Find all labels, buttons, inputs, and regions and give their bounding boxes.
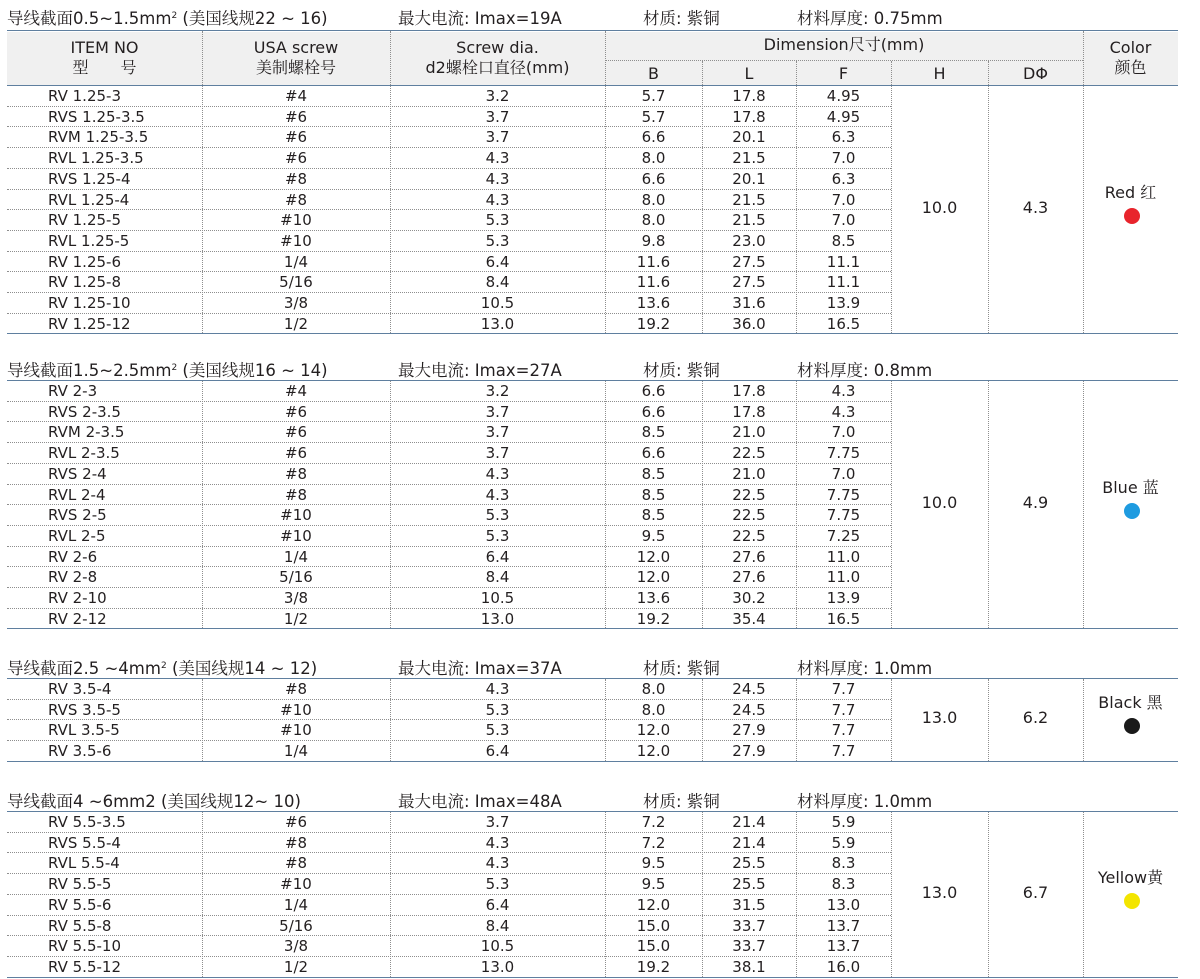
table-cell: 13.7 (826, 937, 861, 956)
table-cell: #10 (280, 875, 312, 894)
header-subcol-divider (891, 61, 892, 85)
item-no-cell: RV 2-12 (48, 609, 107, 628)
table-cell: 19.2 (636, 609, 671, 628)
section-cross-section: 导线截面$1.5\sim 2.5mm^2$ (美国线规16 ~ 14) (7, 361, 328, 380)
section-h-value: 13.0 (921, 708, 958, 728)
table-cell: 5.9 (831, 833, 856, 852)
table-cell: 3/8 (283, 937, 309, 956)
table-cell: 7.2 (641, 833, 666, 852)
table-cell: 36.0 (732, 314, 766, 333)
item-no-cell: RVL 2-4 (48, 485, 106, 504)
table-cell: 23.0 (732, 231, 766, 250)
table-cell: 6.3 (831, 169, 856, 188)
section-cross-section: 导线截面4 ~6mm2 (美国线规12~ 10) (7, 792, 301, 811)
table-cell: 13.0 (480, 957, 515, 976)
item-no-cell: RVL 5.5-4 (48, 854, 120, 873)
col-divider (1083, 812, 1084, 977)
table-cell: 7.75 (826, 444, 861, 463)
section-color-label: Red 红 (1104, 183, 1157, 203)
col-divider (202, 86, 203, 333)
col-divider (1083, 381, 1084, 628)
header-l: L (744, 64, 754, 83)
table-cell: 6.4 (485, 252, 510, 271)
header-usa-screw: USA screw (253, 38, 339, 57)
table-cell: 8.0 (641, 700, 666, 719)
table-cell: 8.5 (641, 464, 666, 483)
item-no-cell: RVL 2-3.5 (48, 444, 120, 463)
table-cell: 13.9 (826, 294, 861, 312)
item-no-cell: RVS 2-3.5 (48, 402, 121, 421)
section-h-value: 13.0 (921, 882, 958, 902)
table-cell: 6.6 (641, 382, 666, 400)
header-d: DΦ (1023, 64, 1048, 83)
item-no-cell: RVS 1.25-3.5 (48, 107, 145, 126)
col-divider (605, 679, 606, 761)
table-cell: 5.3 (485, 875, 510, 894)
header-subcol-divider (796, 61, 797, 85)
section-h-value: 10.0 (921, 493, 958, 513)
table-cell: 7.0 (831, 149, 856, 168)
item-no-cell: RVS 5.5-4 (48, 833, 121, 852)
table-cell: 4.3 (485, 680, 510, 698)
table-cell: 3/8 (283, 294, 309, 312)
table-cell: 6.4 (485, 895, 510, 914)
table-cell: 3.7 (485, 444, 510, 463)
table-cell: #6 (284, 402, 308, 421)
col-divider (390, 679, 391, 761)
table-cell: 11.1 (826, 273, 861, 292)
table-cell: #6 (284, 149, 308, 168)
table-cell: 27.9 (732, 721, 766, 740)
table-cell: 4.3 (485, 464, 510, 483)
header-item-no: ITEM NO (70, 38, 139, 57)
table-cell: 22.5 (732, 444, 766, 463)
table-cell: #10 (280, 700, 312, 719)
item-no-cell: RV 5.5-8 (48, 916, 112, 935)
col-divider (702, 679, 703, 761)
table-cell: 6.6 (641, 444, 666, 463)
table-cell: 4.3 (485, 149, 510, 168)
item-no-cell: RV 5.5-5 (48, 875, 112, 894)
section-title (0, 355, 1200, 379)
color-swatch-icon (1124, 208, 1140, 224)
table-cell: 31.5 (732, 895, 766, 914)
table-cell: 3.7 (485, 107, 510, 126)
table-cell: 16.5 (826, 314, 861, 333)
table-cell: 3.2 (485, 382, 510, 400)
table-cell: 8.5 (641, 485, 666, 504)
table-cell: 27.6 (732, 547, 766, 566)
table-cell: 1/2 (283, 609, 309, 628)
section-color-label: Black 黑 (1098, 693, 1163, 713)
table-cell: 13.0 (826, 895, 861, 914)
table-cell: 9.5 (641, 526, 666, 545)
item-no-cell: RVS 2-5 (48, 506, 107, 525)
item-no-cell: RV 5.5-6 (48, 895, 112, 914)
header-color: Color (1109, 38, 1152, 57)
table-cell: #4 (284, 382, 308, 400)
table-cell: 12.0 (636, 547, 671, 566)
table-cell: 5.3 (485, 231, 510, 250)
table-cell: 9.5 (641, 854, 666, 873)
table-cell: 13.0 (480, 609, 515, 628)
table-cell: 6.6 (641, 169, 666, 188)
table-cell: 1/2 (283, 957, 309, 976)
header-subcol-divider (988, 61, 989, 85)
table-cell: 20.1 (732, 169, 766, 188)
table-cell: 27.5 (732, 273, 766, 292)
table-cell: 3.7 (485, 423, 510, 442)
table-cell: 21.5 (732, 149, 766, 168)
header-h: H (933, 64, 946, 83)
table-cell: 13.7 (826, 916, 861, 935)
section-max-current: 最大电流: Imax=37A (398, 659, 562, 678)
table-cell: 7.7 (831, 680, 856, 698)
table-cell: 20.1 (732, 128, 766, 147)
section-thickness: 材料厚度: 1.0mm (797, 659, 933, 678)
table-cell: 8.0 (641, 680, 666, 698)
table-cell: 7.7 (831, 700, 856, 719)
item-no-cell: RVM 1.25-3.5 (48, 128, 149, 147)
col-divider (202, 812, 203, 977)
table-cell: #10 (280, 721, 312, 740)
table-cell: 3.7 (485, 402, 510, 421)
section-d-value: 6.7 (1022, 882, 1049, 902)
table-cell: 12.0 (636, 895, 671, 914)
item-no-cell: RV 1.25-5 (48, 211, 121, 230)
table-cell: 7.75 (826, 506, 861, 525)
table-cell: 1/4 (283, 895, 309, 914)
col-divider (390, 86, 391, 333)
item-no-cell: RV 2-6 (48, 547, 98, 566)
table-cell: 21.4 (732, 813, 766, 831)
table-cell: 7.0 (831, 464, 856, 483)
table-cell: 1/2 (283, 314, 309, 333)
table-cell: 1/4 (283, 252, 309, 271)
table-cell: 11.1 (826, 252, 861, 271)
table-cell: 7.2 (641, 813, 666, 831)
col-divider (605, 812, 606, 977)
table-cell: 7.0 (831, 423, 856, 442)
table-cell: 21.4 (732, 833, 766, 852)
table-cell: 10.5 (480, 589, 515, 607)
table-cell: 5.3 (485, 506, 510, 525)
col-divider (605, 381, 606, 628)
table-cell: #8 (284, 854, 308, 873)
table-cell: #8 (284, 169, 308, 188)
item-no-cell: RVL 1.25-4 (48, 190, 130, 209)
table-cell: 9.5 (641, 875, 666, 894)
section-d-value: 4.3 (1022, 198, 1049, 218)
table-cell: 5.3 (485, 211, 510, 230)
table-cell: 4.3 (485, 485, 510, 504)
table-cell: 19.2 (636, 957, 671, 976)
table-cell: 31.6 (732, 294, 766, 312)
table-cell: #8 (284, 833, 308, 852)
table-cell: 8.0 (641, 190, 666, 209)
item-no-cell: RV 3.5-6 (48, 742, 112, 761)
table-cell: 11.6 (636, 252, 671, 271)
table-cell: 22.5 (732, 506, 766, 525)
col-divider (605, 86, 606, 333)
table-cell: 7.25 (826, 526, 861, 545)
item-no-cell: RV 5.5-12 (48, 957, 121, 976)
table-cell: 7.7 (831, 721, 856, 740)
header-screw-dia: Screw dia. (456, 38, 539, 57)
table-cell: 21.0 (732, 464, 766, 483)
item-no-cell: RV 1.25-3 (48, 87, 121, 105)
table-cell: 10.5 (480, 294, 515, 312)
table-cell: 24.5 (732, 700, 766, 719)
table-cell: #6 (284, 423, 308, 442)
section-cross-section: 导线截面$0.5\sim 1.5mm^2$ (美国线规22 ~ 16) (7, 9, 328, 28)
section-title (0, 653, 1200, 677)
table-cell: 4.3 (831, 382, 856, 400)
section-max-current: 最大电流: Imax=48A (398, 792, 562, 811)
table-cell: 6.3 (831, 128, 856, 147)
table-cell: 7.75 (826, 485, 861, 504)
table-cell: 6.6 (641, 128, 666, 147)
item-no-cell: RV 1.25-6 (48, 252, 121, 271)
table-cell: #8 (284, 190, 308, 209)
item-no-cell: RVS 2-4 (48, 464, 107, 483)
col-divider (702, 86, 703, 333)
table-cell: 7.0 (831, 211, 856, 230)
table-cell: 4.3 (485, 190, 510, 209)
table-cell: 8.4 (485, 916, 510, 935)
table-cell: 21.5 (732, 211, 766, 230)
table-cell: 8.4 (485, 568, 510, 587)
table-cell: #10 (280, 526, 312, 545)
table-cell: 5.7 (641, 87, 666, 105)
table-cell: #8 (284, 464, 308, 483)
table-cell: 15.0 (636, 937, 671, 956)
table-cell: #8 (284, 485, 308, 504)
item-no-cell: RV 5.5-3.5 (48, 813, 126, 831)
item-no-cell: RVS 3.5-5 (48, 700, 121, 719)
header-b: B (648, 64, 659, 83)
table-cell: 3/8 (283, 589, 309, 607)
table-cell: 6.6 (641, 402, 666, 421)
item-no-cell: RV 1.25-8 (48, 273, 121, 292)
table-cell: 38.1 (732, 957, 766, 976)
table-cell: #6 (284, 107, 308, 126)
header-dimension: Dimension尺寸(mm) (763, 35, 925, 54)
table-cell: 24.5 (732, 680, 766, 698)
item-no-cell: RV 2-8 (48, 568, 98, 587)
table-cell: 17.8 (732, 87, 766, 105)
header-col-divider (605, 31, 606, 85)
table-cell: 5.3 (485, 526, 510, 545)
section-thickness: 材料厚度: 1.0mm (797, 792, 933, 811)
table-cell: 5.9 (831, 813, 856, 831)
section-max-current: 最大电流: Imax=27A (398, 361, 562, 380)
col-divider (390, 381, 391, 628)
table-cell: 4.3 (831, 402, 856, 421)
col-divider (796, 812, 797, 977)
col-divider (202, 381, 203, 628)
section-title (0, 3, 1200, 27)
table-cell: 25.5 (732, 854, 766, 873)
table-cell: 5.7 (641, 107, 666, 126)
table-cell: 8.5 (641, 423, 666, 442)
col-divider (796, 679, 797, 761)
section-cross-section: 导线截面2.5 $\sim 4mm^2$ (美国线规14 ~ 12) (7, 659, 318, 678)
header-col-divider (202, 31, 203, 85)
table-cell: 13.9 (826, 589, 861, 607)
table-cell: 8.0 (641, 149, 666, 168)
section-material: 材质: 紫铜 (643, 9, 720, 28)
table-cell: 16.0 (826, 957, 861, 976)
table-cell: 33.7 (732, 937, 766, 956)
table-cell: 6.4 (485, 547, 510, 566)
table-cell: 4.95 (826, 107, 861, 126)
col-divider (796, 381, 797, 628)
header-usa-screw-cn: 美制螺栓号 (255, 58, 336, 77)
table-cell: 19.2 (636, 314, 671, 333)
item-no-cell: RVL 3.5-5 (48, 721, 120, 740)
table-cell: 8.3 (831, 854, 856, 873)
table-cell: 16.5 (826, 609, 861, 628)
table-cell: 17.8 (732, 107, 766, 126)
col-divider (702, 381, 703, 628)
item-no-cell: RV 1.25-10 (48, 294, 131, 312)
section-material: 材质: 紫铜 (643, 361, 720, 380)
table-cell: 11.0 (826, 568, 861, 587)
table-cell: 12.0 (636, 721, 671, 740)
item-no-cell: RV 2-10 (48, 589, 107, 607)
table-cell: 8.4 (485, 273, 510, 292)
table-cell: 4.3 (485, 169, 510, 188)
item-no-cell: RV 5.5-10 (48, 937, 121, 956)
table-cell: 7.7 (831, 742, 856, 761)
table-cell: #6 (284, 813, 308, 831)
table-cell: 25.5 (732, 875, 766, 894)
table-cell: 3.7 (485, 128, 510, 147)
table-cell: 35.4 (732, 609, 766, 628)
color-swatch-icon (1124, 503, 1140, 519)
table-cell: 33.7 (732, 916, 766, 935)
table-cell: 27.9 (732, 742, 766, 761)
item-no-cell: RVM 2-3.5 (48, 423, 125, 442)
table-cell: 7.0 (831, 190, 856, 209)
table-cell: 17.8 (732, 402, 766, 421)
color-swatch-icon (1124, 893, 1140, 909)
section-h-value: 10.0 (921, 198, 958, 218)
table-cell: #10 (280, 211, 312, 230)
table-cell: 1/4 (283, 547, 309, 566)
table-cell: 5/16 (279, 273, 313, 292)
table-cell: 8.3 (831, 875, 856, 894)
table-cell: 15.0 (636, 916, 671, 935)
header-top-rule (7, 30, 1178, 31)
table-cell: 4.3 (485, 854, 510, 873)
table-cell: 4.3 (485, 833, 510, 852)
item-no-cell: RVS 1.25-4 (48, 169, 131, 188)
table-cell: 22.5 (732, 485, 766, 504)
section-color-label: Blue 蓝 (1102, 478, 1159, 498)
col-divider (202, 679, 203, 761)
section-d-value: 4.9 (1022, 493, 1049, 513)
table-cell: 5/16 (279, 568, 313, 587)
table-cell: 1/4 (283, 742, 309, 761)
section-title (0, 786, 1200, 810)
section-color-label: Yellow黄 (1097, 867, 1164, 887)
table-cell: 12.0 (636, 568, 671, 587)
table-cell: #10 (280, 231, 312, 250)
table-cell: 8.5 (831, 231, 856, 250)
color-swatch-icon (1124, 718, 1140, 734)
table-cell: 10.5 (480, 937, 515, 956)
table-cell: 12.0 (636, 742, 671, 761)
item-no-cell: RVL 1.25-5 (48, 231, 130, 250)
section-material: 材质: 紫铜 (643, 792, 720, 811)
table-cell: 13.0 (480, 314, 515, 333)
table-cell: #4 (284, 87, 308, 105)
table-cell: 9.8 (641, 231, 666, 250)
item-no-cell: RVL 1.25-3.5 (48, 149, 144, 168)
col-divider (1083, 86, 1084, 333)
header-col-divider (390, 31, 391, 85)
table-cell: 13.6 (636, 589, 671, 607)
table-cell: 11.6 (636, 273, 671, 292)
table-cell: #6 (284, 128, 308, 147)
table-cell: 27.5 (732, 252, 766, 271)
table-cell: #10 (280, 506, 312, 525)
table-cell: 8.5 (641, 506, 666, 525)
col-divider (390, 812, 391, 977)
table-cell: 6.4 (485, 742, 510, 761)
table-cell: 3.2 (485, 87, 510, 105)
table-cell: 11.0 (826, 547, 861, 566)
section-material: 材质: 紫铜 (643, 659, 720, 678)
table-cell: 21.5 (732, 190, 766, 209)
table-cell: 5.3 (485, 700, 510, 719)
table-cell: 8.0 (641, 211, 666, 230)
header-f: F (838, 64, 849, 83)
header-col-divider (1083, 31, 1084, 85)
item-no-cell: RV 2-3 (48, 382, 98, 400)
header-screw-dia-cn: d2螺栓口直径(mm) (425, 58, 570, 77)
section-max-current: 最大电流: Imax=19A (398, 9, 562, 28)
section-thickness: 材料厚度: 0.75mm (797, 9, 943, 28)
item-no-cell: RV 1.25-12 (48, 314, 131, 333)
table-cell: 4.95 (826, 87, 861, 105)
header-subcol-divider (702, 61, 703, 85)
col-divider (796, 86, 797, 333)
header-item-no-cn: 型 号 (72, 58, 137, 77)
col-divider (702, 812, 703, 977)
table-cell: 27.6 (732, 568, 766, 587)
table-cell: 3.7 (485, 813, 510, 831)
header-color-cn: 颜色 (1114, 58, 1147, 77)
item-no-cell: RV 3.5-4 (48, 680, 112, 698)
table-cell: 5/16 (279, 916, 313, 935)
table-cell: #8 (284, 680, 308, 698)
table-cell: 21.0 (732, 423, 766, 442)
section-thickness: 材料厚度: 0.8mm (797, 361, 933, 380)
table-cell: 5.3 (485, 721, 510, 740)
header-dimension-rule (605, 60, 1083, 61)
table-cell: 22.5 (732, 526, 766, 545)
table-cell: 30.2 (732, 589, 766, 607)
section-d-value: 6.2 (1022, 708, 1049, 728)
table-cell: 13.6 (636, 294, 671, 312)
table-cell: #6 (284, 444, 308, 463)
item-no-cell: RVL 2-5 (48, 526, 106, 545)
table-cell: 17.8 (732, 382, 766, 400)
